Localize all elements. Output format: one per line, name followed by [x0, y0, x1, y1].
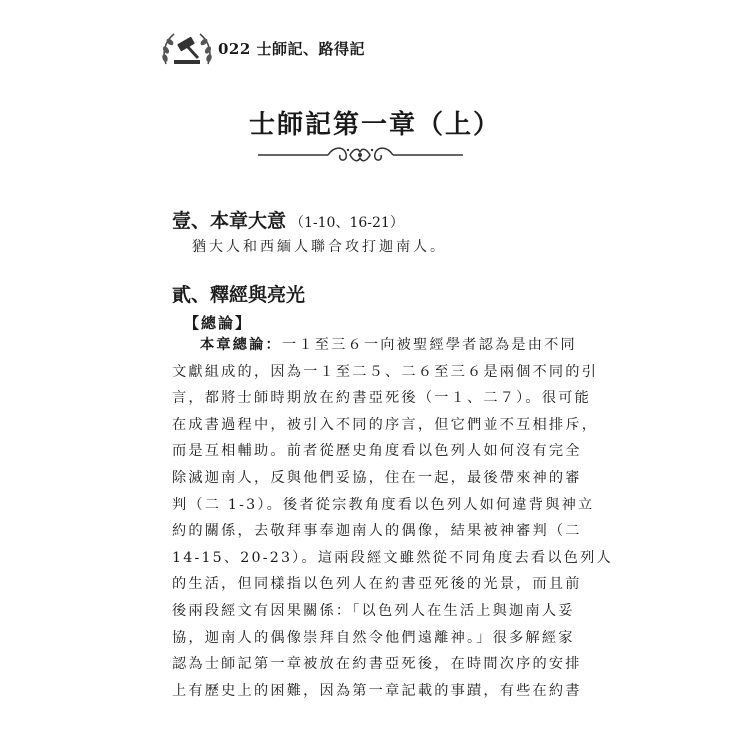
body-line: 後兩段經文有因果關係：「以色列人在生活上與迦南人妥: [172, 602, 575, 619]
body-line: 約的關係，去敬拜事奉迦南人的偶像，結果被神審判（二: [172, 523, 582, 540]
body-line: 認為士師記第一章被放在約書亞死後，在時間次序的安排: [172, 656, 582, 673]
body-line-text: 一１至三６一向被聖經學者認為是由不同: [281, 337, 577, 353]
body-line: 除滅迦南人，反與他們妥協，住在一起，最後帶來神的審: [172, 469, 582, 486]
running-title-text: 士師記、路得記: [256, 40, 366, 58]
lead-label: 本章總論：: [200, 337, 282, 353]
running-title: [218, 38, 365, 59]
body-line: 上有歷史上的困難，因為第一章記載的事蹟，有些在約書: [172, 682, 582, 699]
body-line: 14-15、20-23）。這兩段經文雖然從不同角度去看以色列人: [172, 549, 613, 566]
body-line: 而是互相輔助。前者從歷史角度看以色列人如何沒有完全: [172, 443, 582, 460]
chapter-title: 士師記第一章（上）: [248, 110, 501, 140]
body-line: 的生活，但同樣指以色列人在約書亞死後的光景，而且前: [172, 576, 582, 593]
body-line: 判（二 1-3）。後者從宗教角度看以色列人如何違背與神立: [172, 496, 595, 513]
running-header: [160, 28, 580, 68]
chapter-summary: 猶大人和西緬人聯合攻打迦南人。: [192, 239, 447, 255]
section-heading-summary: [172, 206, 404, 233]
body-line: 文獻組成的，因為一１至二５、二６至三６是兩個不同的引: [172, 363, 599, 380]
body-text: [172, 332, 613, 704]
body-line: 協，迦南人的偶像崇拜自然令他們遠離神。」很多解經家: [172, 629, 575, 646]
section-heading-exegesis: 貳、釋經與亮光: [172, 284, 306, 306]
gavel-laurel-icon: [160, 28, 214, 68]
body-line: 在成書過程中，被引入不同的序言，但它們並不互相排斥，: [172, 416, 599, 433]
body-line: 言，都將士師時期放在約書亞死後（一１、二７）。很可能: [172, 390, 591, 407]
subheading-overview: 【總論】: [184, 314, 253, 332]
page-number: 022: [218, 40, 251, 58]
section1-reference: （1-10、16-21）: [290, 215, 404, 231]
flourish-divider-icon: [258, 142, 463, 168]
body-line: [172, 332, 577, 359]
section1-heading-text: 壹、本章大意: [172, 210, 287, 232]
